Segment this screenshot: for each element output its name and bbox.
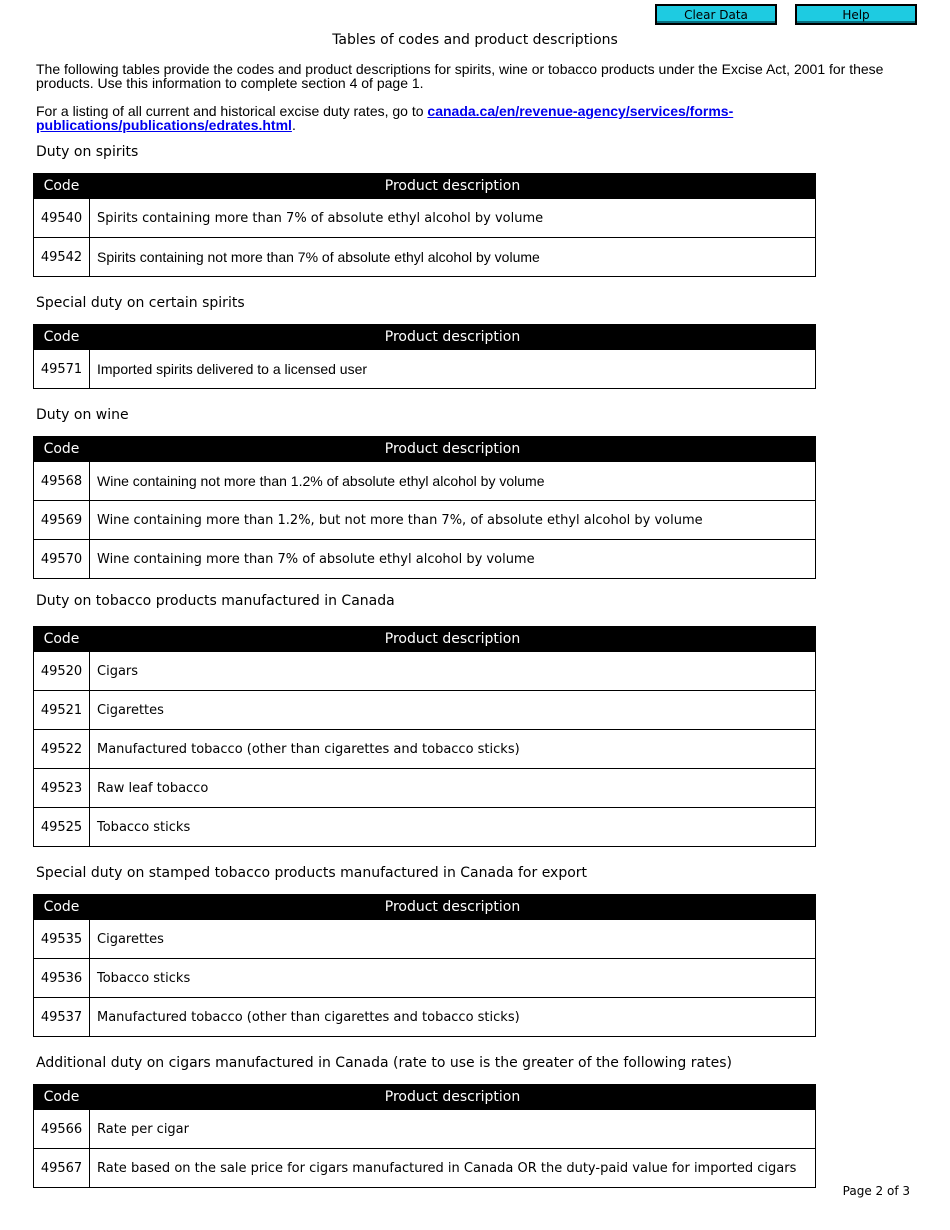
table-row (34, 998, 816, 1037)
rates-period: . (291, 117, 296, 133)
cigars-table (33, 1084, 816, 1188)
code-cell: 49536 (34, 959, 90, 998)
description-cell: Tobacco sticks (90, 959, 816, 998)
table-row (34, 1149, 816, 1188)
description-cell: Cigarettes (90, 691, 816, 730)
rates-text: For a listing of all current and historical excise duty rates, go to (36, 103, 428, 119)
description-header: Product description (90, 174, 816, 199)
code-cell: 49542 (34, 238, 90, 277)
table-row (34, 959, 816, 998)
description-cell: Wine containing more than 1.2%, but not more than 7%, of absolute ethyl alcohol by volume (90, 501, 816, 540)
description-header: Product description (90, 437, 816, 462)
help-button[interactable]: Help (795, 4, 917, 25)
table-header (34, 627, 816, 652)
code-cell: 49537 (34, 998, 90, 1037)
code-header: Code (34, 1085, 90, 1110)
export-table (33, 894, 816, 1037)
table-header (34, 895, 816, 920)
code-cell: 49525 (34, 808, 90, 847)
code-cell: 49567 (34, 1149, 90, 1188)
code-header: Code (34, 627, 90, 652)
description-cell: Wine containing not more than 1.2% of absolute ethyl alcohol by volume (90, 462, 816, 501)
special-spirits-table (33, 324, 816, 389)
table-row (34, 808, 816, 847)
section-title: Duty on spirits (36, 144, 139, 160)
code-cell: 49568 (34, 462, 90, 501)
description-cell: Cigars (90, 652, 816, 691)
page-number: Page 2 of 3 (842, 1184, 910, 1198)
tobacco-table (33, 626, 816, 847)
rates-paragraph (36, 104, 911, 132)
section-title: Special duty on certain spirits (36, 295, 245, 311)
wine-table (33, 436, 816, 579)
table-header (34, 1085, 816, 1110)
code-header: Code (34, 437, 90, 462)
edrates-link[interactable]: canada.ca/en/revenue-agency/services/forms-publications/publications/edrates.html (36, 103, 734, 133)
description-cell: Spirits containing more than 7% of absolute ethyl alcohol by volume (90, 199, 816, 238)
table-header (34, 437, 816, 462)
description-cell: Cigarettes (90, 920, 816, 959)
table-row (34, 769, 816, 808)
description-header: Product description (90, 627, 816, 652)
description-cell: Tobacco sticks (90, 808, 816, 847)
table-row (34, 238, 816, 277)
code-cell: 49571 (34, 350, 90, 389)
table-row (34, 501, 816, 540)
code-cell: 49566 (34, 1110, 90, 1149)
description-cell: Manufactured tobacco (other than cigarettes and tobacco sticks) (90, 998, 816, 1037)
code-header: Code (34, 174, 90, 199)
table-row (34, 920, 816, 959)
table-row (34, 540, 816, 579)
description-header: Product description (90, 325, 816, 350)
intro-paragraph: The following tables provide the codes and product descriptions for spirits, wine or tobacco products under the Excise Act, 2001 for these products. Use this information to complete section 4 of page 1. (36, 61, 884, 91)
table-row (34, 350, 816, 389)
code-cell: 49540 (34, 199, 90, 238)
description-cell: Raw leaf tobacco (90, 769, 816, 808)
table-row (34, 199, 816, 238)
description-cell: Rate per cigar (90, 1110, 816, 1149)
code-cell: 49569 (34, 501, 90, 540)
description-cell: Imported spirits delivered to a licensed user (90, 350, 816, 389)
section-title: Duty on tobacco products manufactured in Canada (36, 593, 395, 609)
table-row (34, 730, 816, 769)
code-cell: 49521 (34, 691, 90, 730)
section-title: Special duty on stamped tobacco products manufactured in Canada for export (36, 865, 588, 881)
page-title: Tables of codes and product descriptions (332, 32, 618, 48)
description-cell: Rate based on the sale price for cigars manufactured in Canada OR the duty-paid value for imported cigars (90, 1149, 816, 1188)
code-cell: 49570 (34, 540, 90, 579)
table-header (34, 325, 816, 350)
table-row (34, 462, 816, 501)
description-cell: Wine containing more than 7% of absolute ethyl alcohol by volume (90, 540, 816, 579)
code-cell: 49520 (34, 652, 90, 691)
code-cell: 49522 (34, 730, 90, 769)
table-header (34, 174, 816, 199)
spirits-table (33, 173, 816, 277)
code-header: Code (34, 325, 90, 350)
table-row (34, 1110, 816, 1149)
code-cell: 49523 (34, 769, 90, 808)
section-title: Additional duty on cigars manufactured in Canada (rate to use is the greater of the following rates) (36, 1055, 732, 1071)
description-cell: Manufactured tobacco (other than cigarettes and tobacco sticks) (90, 730, 816, 769)
clear-data-button[interactable]: Clear Data (655, 4, 777, 25)
table-row (34, 652, 816, 691)
code-header: Code (34, 895, 90, 920)
code-cell: 49535 (34, 920, 90, 959)
description-cell: Spirits containing not more than 7% of absolute ethyl alcohol by volume (90, 238, 816, 277)
table-row (34, 691, 816, 730)
description-header: Product description (90, 895, 816, 920)
section-title: Duty on wine (36, 407, 129, 423)
description-header: Product description (90, 1085, 816, 1110)
